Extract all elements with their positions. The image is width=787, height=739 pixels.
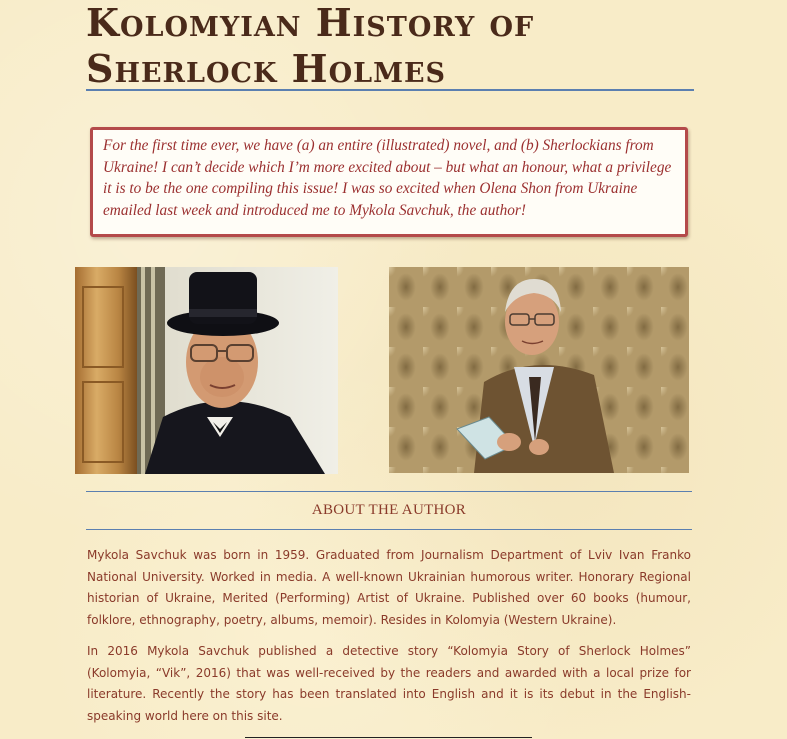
intro-quote-box [90,127,688,237]
about-section-bottom-rule [86,529,692,530]
author-in-top-hat-illustration [75,267,338,474]
story-publication-paragraph: In 2016 Mykola Savchuk published a detective story “Kolomyia Story of Sherlock Holmes” (Kolomyia, “Vik”, 2016) that was well-received by the readers and awarded with a local prize for literature. Recently the story has been translated into English and it is its debut in the English-speaking world here on this site. [87,644,691,723]
page-title-line-1: Kolomyian History of [86,0,535,45]
page-title [86,0,706,92]
author-in-top-hat-photo [75,267,338,474]
bottom-divider [245,737,532,738]
about-section-top-rule [86,491,692,492]
page-title-line-2: Sherlock Holmes [86,46,447,91]
intro-quote-text: For the first time ever, we have (a) an entire (illustrated) novel, and (b) Sherlockians from Ukraine! I can’t decide which I’m more excited about – but what an honour, what a privilege it is to be the one compiling this issue! I was so excited when Olena Shon from Ukraine emailed last week and introduced me to Mykola Savchuk, the author! [103,137,672,219]
author-with-book-illustration [389,267,689,473]
author-with-book-photo [389,267,689,473]
author-bio-paragraph: Mykola Savchuk was born in 1959. Graduated from Journalism Department of Lviv Ivan Franko National University. Worked in media. A well-known Ukrainian humorous writer. Honorary Regional historian of Ukraine, Merited (Performing) Artist of Ukraine. Published over 60 books (humour, folklore, ethnography, poetry, albums, memoir). Resides in Kolomyia (Western Ukraine). [87,548,691,627]
about-author-heading: ABOUT THE AUTHOR [311,502,467,518]
title-divider [86,89,694,91]
